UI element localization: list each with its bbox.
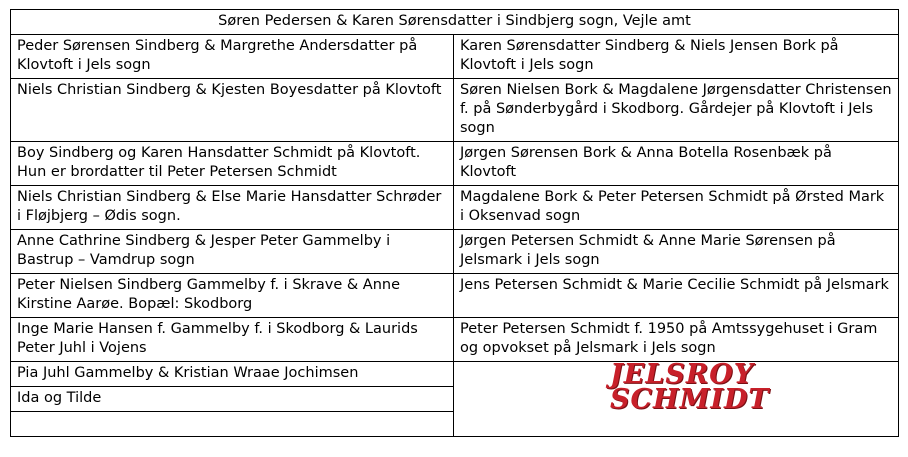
family-table	[10, 9, 899, 437]
table-row	[11, 79, 899, 142]
table-row	[11, 318, 899, 362]
jelsroy-schmidt-logo	[610, 359, 770, 422]
logo-line-2: SCHMIDT	[610, 384, 770, 415]
table-row	[11, 35, 899, 79]
table-row	[11, 274, 899, 318]
left-cell: Pia Juhl Gammelby & Kristian Wraae Jochimsen	[11, 362, 454, 387]
table-row	[11, 142, 899, 186]
logo-line-1: JELSROY	[610, 359, 755, 390]
right-cell: Magdalene Bork & Peter Petersen Schmidt på Ørsted Mark i Oksenvad sogn	[454, 186, 899, 230]
logo-cell	[454, 359, 899, 437]
left-cell: Ida og Tilde	[11, 387, 454, 412]
table-row	[11, 362, 899, 387]
left-cell: Inge Marie Hansen f. Gammelby f. i Skodborg & Laurids Peter Juhl i Vojens	[11, 318, 454, 362]
right-cell: Jens Petersen Schmidt & Marie Cecilie Schmidt på Jelsmark	[454, 274, 899, 318]
right-cell: Peter Petersen Schmidt f. 1950 på Amtssygehuset i Gram og opvokset på Jelsmark i Jels sogn	[454, 318, 899, 362]
left-cell: Boy Sindberg og Karen Hansdatter Schmidt på Klovtoft. Hun er brordatter til Peter Petersen Schmidt	[11, 142, 454, 186]
left-cell: Niels Christian Sindberg & Kjesten Boyesdatter på Klovtoft	[11, 79, 454, 142]
table-row	[11, 230, 899, 274]
table-title: Søren Pedersen & Karen Sørensdatter i Sindbjerg sogn, Vejle amt	[11, 10, 899, 35]
table-row	[11, 186, 899, 230]
left-cell: Niels Christian Sindberg & Else Marie Hansdatter Schrøder i Fløjbjerg – Ødis sogn.	[11, 186, 454, 230]
right-cell: Jørgen Petersen Schmidt & Anne Marie Sørensen på Jelsmark i Jels sogn	[454, 230, 899, 274]
right-cell: Karen Sørensdatter Sindberg & Niels Jensen Bork på Klovtoft i Jels sogn	[454, 35, 899, 79]
table-header-row	[11, 10, 899, 35]
left-cell: Anne Cathrine Sindberg & Jesper Peter Gammelby i Bastrup – Vamdrup sogn	[11, 230, 454, 274]
right-cell: Jørgen Sørensen Bork & Anna Botella Rosenbæk på Klovtoft	[454, 142, 899, 186]
left-cell: Peter Nielsen Sindberg Gammelby f. i Skrave & Anne Kirstine Aarøe. Bopæl: Skodborg	[11, 274, 454, 318]
left-cell: Peder Sørensen Sindberg & Margrethe Andersdatter på Klovtoft i Jels sogn	[11, 35, 454, 79]
left-cell	[11, 412, 454, 437]
right-cell: Søren Nielsen Bork & Magdalene Jørgensdatter Christensen f. på Sønderbygård i Skodborg. Gårdejer på Klovtoft i Jels sogn	[454, 79, 899, 142]
